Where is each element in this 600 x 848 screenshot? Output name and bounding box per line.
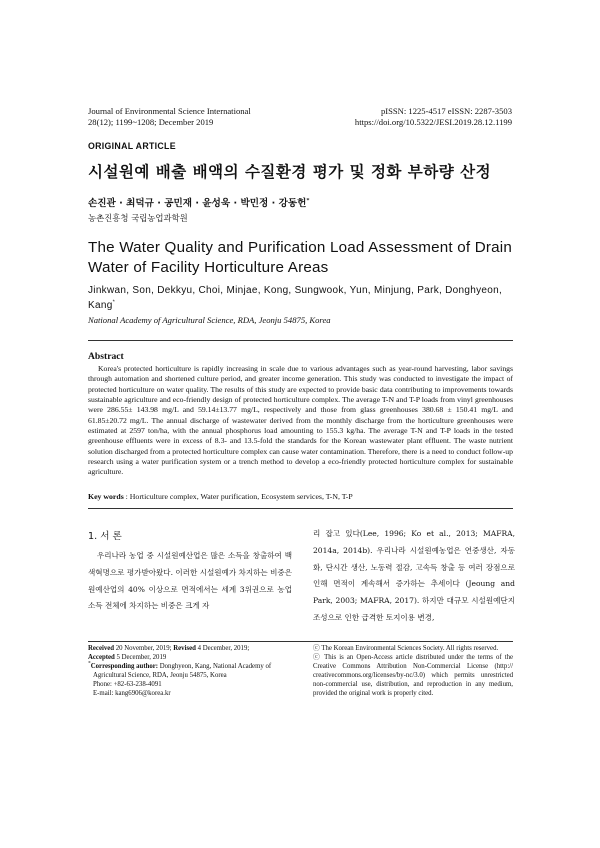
journal-doi[interactable]: https://doi.org/10.5322/JESI.2019.28.12.1199 bbox=[354, 117, 512, 127]
revised-label: Revised bbox=[173, 645, 196, 652]
intro-right-column bbox=[313, 526, 515, 627]
intro-right-paragraph: 리 잡고 있다(Lee, 1996; Ko et al., 2013; MAFRA, 2014a, 2014b). 우리나라 시설원예농업은 연중생산, 자동화, 단시간 생산, 노동력 절감, 고속득 창출 등 여러 장점으로 인해 면적이 계속해서 증가하는 추세이다 (Jeoung and Park, 2003; MAFRA, 2017). 하지만 대규모 시설원예단지 조성으로 인한 급격한 토지이용 변경, bbox=[313, 529, 515, 622]
license-footnote bbox=[313, 645, 513, 698]
english-title: The Water Quality and Purification Load Assessment of Drain Water of Facility Horticulture Areas bbox=[88, 239, 513, 276]
corresponding-email[interactable]: E-mail: kang6906@korea.kr bbox=[93, 689, 171, 697]
corresponding-label: Corresponding author: bbox=[90, 662, 159, 670]
license-notice: ⓒ This is an Open-Access article distributed under the terms of the Creative Commons Attribution Non-Commercial License (http:// creativecommons.org/licenses/by-nc/3.0) which permits unrestricted non-commercial use, distribution, and reproduction in any medium, provided the original work is properly cited. bbox=[313, 653, 513, 697]
abstract-body bbox=[88, 364, 513, 478]
journal-issn: pISSN: 1225-4517 eISSN: 2287-3503 bbox=[380, 106, 512, 116]
english-author-list: Jinkwan, Son, Dekkyu, Choi, Minjae, Kong, Sungwook, Yun, Minjung, Park, Donghyeon, Kang bbox=[88, 285, 503, 311]
intro-left-paragraph: 우리나라 농업 중 시설원예산업은 많은 소득을 창출하여 백색혁명으로 평가받아왔다. 이러한 시설원예가 차지하는 비중은 원예산업의 40% 이상으로 면적에서는 세계 3위권으로 농업 소득 전체에 차지하는 비중은 크게 자 bbox=[88, 551, 292, 611]
journal-name: Journal of Environmental Science International bbox=[88, 106, 251, 116]
received-date: 20 November, 2019; bbox=[114, 645, 174, 652]
corresponding-phone: Phone: +82-63-238-4091 bbox=[93, 680, 162, 688]
abstract-text: Korea's protected horticulture is rapidly increasing in scale due to various advantages such as year-round harvesting, labor savings through automation and shortened culture period, and greater income generation. This study was conducted to investigate the impact of protected horticulture on water quality. The results of this study are expected to provide basic data contributing to improvements towards sustainable agriculture and eco-friendly design of protected horticulture complex. The average T-N and T-P loads from vinyl greenhouses were 286.55± 143.98 mg/L and 59.14±13.77 mg/L, respectively and those from glass greenhouses 380.68 ± 150.41 mg/L and 61.85±20.72 mg/L. The annual discharge of wastewater derived from the monthly discharge from the horticulture greenhouses were estimated at 2597 ton/ha, with the annual phosphorus load amounting to 155.3 kg/ha. The average T-N and T-P loads in the tested greenhouse effluents were in excess of 8.3- and 13.5-fold the standards for the Korean wastewater plant effluent. The waste nutrient solution discharged from a protected horticulture complex can cause water contamination. Therefore, there is a need to conduct follow-up research using a water purification system or a trench method to develop a eco-friendly protected horticulture complex for sustainable agriculture. bbox=[88, 364, 513, 477]
english-affiliation: National Academy of Agricultural Science, RDA, Jeonju 54875, Korea bbox=[88, 315, 331, 325]
keywords bbox=[88, 492, 513, 501]
journal-citation: 28(12); 1199~1208; December 2019 bbox=[88, 117, 214, 127]
intro-left-column bbox=[88, 548, 292, 615]
section-heading-introduction: 1. 서 론 bbox=[88, 531, 122, 542]
english-authors bbox=[88, 283, 518, 313]
keywords-label: Key words bbox=[88, 492, 124, 501]
footnote-rule bbox=[88, 641, 513, 642]
korean-authors bbox=[88, 195, 309, 209]
korean-corresponding-mark: * bbox=[306, 197, 310, 204]
korean-title: 시설원예 배출 배액의 수질환경 평가 및 정화 부하량 산정 bbox=[88, 163, 492, 181]
corresponding-name: Donghyeon, Kang, National Academy of bbox=[158, 662, 272, 670]
abstract-top-rule bbox=[88, 340, 513, 341]
article-type: ORIGINAL ARTICLE bbox=[88, 141, 176, 151]
keywords-bottom-rule bbox=[88, 508, 513, 509]
keywords-list: : Horticulture complex, Water purification, Ecosystem services, T-N, T-P bbox=[123, 492, 353, 501]
article-history-footnote bbox=[88, 645, 293, 698]
accepted-label: Accepted bbox=[88, 653, 115, 661]
corresponding-mark: * bbox=[88, 660, 91, 667]
corresponding-affiliation: Agricultural Science, RDA, Jeonju 54875, Korea bbox=[93, 671, 227, 679]
journal-info bbox=[88, 106, 251, 128]
accepted-date: 5 December, 2019 bbox=[114, 653, 167, 661]
corresponding-line bbox=[88, 660, 293, 672]
copyright-notice: ⓒ The Korean Environmental Sciences Society. All rights reserved. bbox=[313, 645, 499, 652]
abstract-heading: Abstract bbox=[88, 351, 124, 362]
korean-author-list: 손진관 · 최덕규 · 공민재 · 윤성욱 · 박민정 · 강동헌 bbox=[88, 198, 307, 209]
revised-date: 4 December, 2019; bbox=[195, 645, 250, 652]
history-line bbox=[88, 645, 293, 654]
accepted-line bbox=[88, 654, 293, 663]
english-corresponding-mark: * bbox=[112, 299, 116, 306]
journal-identifiers bbox=[355, 106, 512, 128]
received-label: Received bbox=[88, 645, 115, 652]
korean-affiliation: 농촌진흥청 국립농업과학원 bbox=[88, 213, 188, 223]
